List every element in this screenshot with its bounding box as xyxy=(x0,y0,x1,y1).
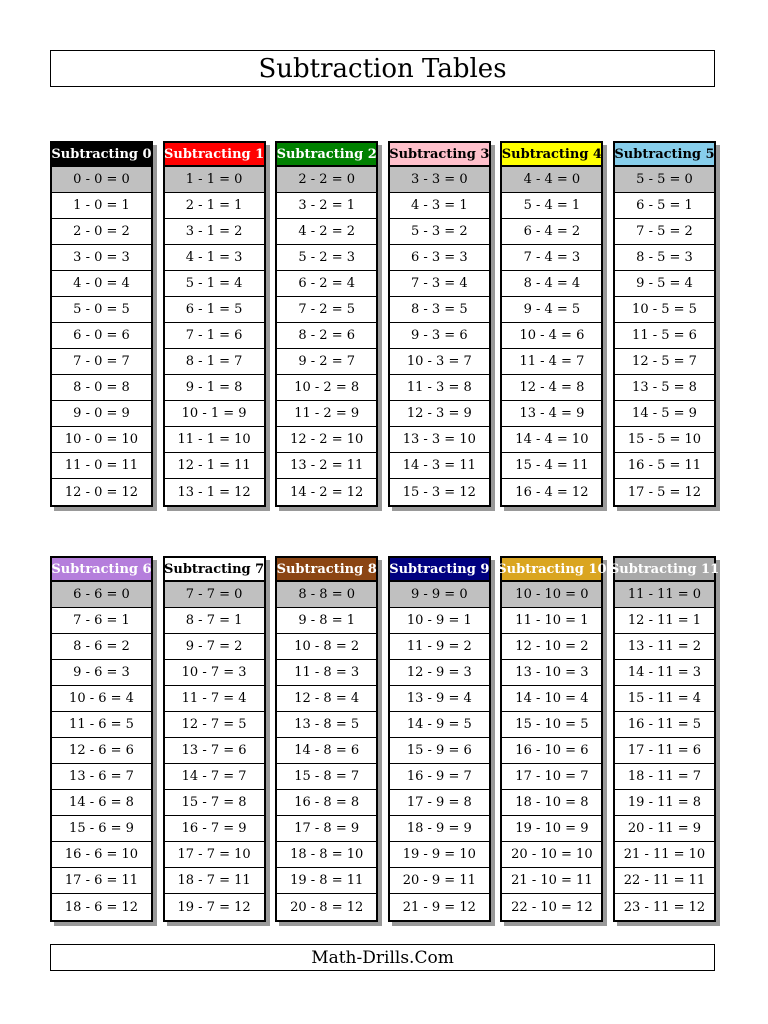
table-row: 5 - 5 = 0 xyxy=(615,167,714,193)
subtraction-table xyxy=(163,556,266,922)
table-row: 13 - 5 = 8 xyxy=(615,375,714,401)
table-row: 3 - 1 = 2 xyxy=(165,219,264,245)
table-row: 10 - 2 = 8 xyxy=(277,375,376,401)
table-row: 9 - 6 = 3 xyxy=(52,660,151,686)
table-row: 20 - 11 = 9 xyxy=(615,816,714,842)
table-row: 6 - 2 = 4 xyxy=(277,271,376,297)
subtraction-table xyxy=(50,141,153,507)
table-row: 16 - 6 = 10 xyxy=(52,842,151,868)
table-row: 13 - 7 = 6 xyxy=(165,738,264,764)
table-row: 14 - 6 = 8 xyxy=(52,790,151,816)
table-row: 7 - 0 = 7 xyxy=(52,349,151,375)
table-row: 18 - 9 = 9 xyxy=(390,816,489,842)
table-row: 13 - 11 = 2 xyxy=(615,634,714,660)
table-row: 4 - 3 = 1 xyxy=(390,193,489,219)
table-row: 16 - 4 = 12 xyxy=(515,484,589,500)
table-row: 17 - 6 = 11 xyxy=(52,868,151,894)
table-row: 21 - 9 = 12 xyxy=(402,899,476,915)
table-header: Subtracting 4 xyxy=(502,143,601,167)
table-row: 8 - 0 = 8 xyxy=(52,375,151,401)
table-row: 16 - 5 = 11 xyxy=(615,453,714,479)
table-row: 11 - 5 = 6 xyxy=(615,323,714,349)
table-row: 12 - 10 = 2 xyxy=(502,634,601,660)
table-row: 5 - 2 = 3 xyxy=(277,245,376,271)
table-row: 20 - 10 = 10 xyxy=(502,842,601,868)
table-row: 10 - 9 = 1 xyxy=(390,608,489,634)
table-row: 18 - 11 = 7 xyxy=(615,764,714,790)
table-row: 17 - 7 = 10 xyxy=(165,842,264,868)
table-row: 11 - 9 = 2 xyxy=(390,634,489,660)
table-row: 21 - 11 = 10 xyxy=(615,842,714,868)
table-row: 22 - 10 = 12 xyxy=(511,899,593,915)
table-row: 14 - 3 = 11 xyxy=(390,453,489,479)
table-row: 11 - 1 = 10 xyxy=(165,427,264,453)
subtraction-table xyxy=(163,141,266,507)
table-row: 14 - 10 = 4 xyxy=(502,686,601,712)
table-row: 13 - 8 = 5 xyxy=(277,712,376,738)
table-row: 8 - 7 = 1 xyxy=(165,608,264,634)
table-row: 4 - 4 = 0 xyxy=(502,167,601,193)
table-row: 5 - 4 = 1 xyxy=(502,193,601,219)
table-row: 6 - 6 = 0 xyxy=(52,582,151,608)
table-row: 11 - 0 = 11 xyxy=(52,453,151,479)
table-row: 10 - 1 = 9 xyxy=(165,401,264,427)
subtraction-table xyxy=(388,141,491,507)
subtraction-table xyxy=(609,556,720,922)
table-row: 12 - 3 = 9 xyxy=(390,401,489,427)
table-row: 11 - 4 = 7 xyxy=(502,349,601,375)
table-row: 13 - 4 = 9 xyxy=(502,401,601,427)
table-row: 9 - 5 = 4 xyxy=(615,271,714,297)
table-row: 15 - 11 = 4 xyxy=(615,686,714,712)
table-row: 7 - 7 = 0 xyxy=(165,582,264,608)
table-row: 10 - 7 = 3 xyxy=(165,660,264,686)
table-header: Subtracting 6 xyxy=(52,558,151,582)
table-row: 8 - 8 = 0 xyxy=(277,582,376,608)
table-row: 12 - 7 = 5 xyxy=(165,712,264,738)
table-row: 13 - 10 = 3 xyxy=(502,660,601,686)
page-title: Subtraction Tables xyxy=(50,50,715,87)
table-row: 12 - 1 = 11 xyxy=(165,453,264,479)
table-row: 14 - 2 = 12 xyxy=(290,484,364,500)
table-row: 15 - 6 = 9 xyxy=(52,816,151,842)
table-header: Subtracting 1 xyxy=(165,143,264,167)
table-row: 1 - 1 = 0 xyxy=(165,167,264,193)
table-row: 9 - 7 = 2 xyxy=(165,634,264,660)
subtraction-table xyxy=(275,556,378,922)
table-header: Subtracting 8 xyxy=(277,558,376,582)
table-row: 3 - 3 = 0 xyxy=(390,167,489,193)
subtraction-table xyxy=(50,556,153,922)
table-row: 6 - 1 = 5 xyxy=(165,297,264,323)
table-row: 8 - 2 = 6 xyxy=(277,323,376,349)
table-row: 5 - 3 = 2 xyxy=(390,219,489,245)
table-row: 11 - 7 = 4 xyxy=(165,686,264,712)
table-row: 13 - 1 = 12 xyxy=(177,484,251,500)
table-row: 15 - 4 = 11 xyxy=(502,453,601,479)
subtraction-table xyxy=(275,141,378,507)
table-row: 14 - 9 = 5 xyxy=(390,712,489,738)
table-row: 7 - 1 = 6 xyxy=(165,323,264,349)
table-header: Subtracting 0 xyxy=(52,143,151,167)
table-row: 12 - 2 = 10 xyxy=(277,427,376,453)
table-row: 18 - 7 = 11 xyxy=(165,868,264,894)
table-row: 6 - 4 = 2 xyxy=(502,219,601,245)
table-row: 10 - 10 = 0 xyxy=(502,582,601,608)
table-header: Subtracting 3 xyxy=(390,143,489,167)
footer-site-name: Math-Drills.Com xyxy=(50,944,715,971)
table-row: 17 - 11 = 6 xyxy=(615,738,714,764)
table-row: 8 - 5 = 3 xyxy=(615,245,714,271)
subtraction-table xyxy=(613,141,716,507)
table-row: 20 - 8 = 12 xyxy=(290,899,364,915)
table-header: Subtracting 9 xyxy=(390,558,489,582)
table-row: 18 - 8 = 10 xyxy=(277,842,376,868)
table-row: 19 - 7 = 12 xyxy=(177,899,251,915)
table-row: 7 - 4 = 3 xyxy=(502,245,601,271)
table-row: 12 - 5 = 7 xyxy=(615,349,714,375)
table-row: 17 - 10 = 7 xyxy=(502,764,601,790)
table-row: 15 - 3 = 12 xyxy=(402,484,476,500)
table-row: 16 - 10 = 6 xyxy=(502,738,601,764)
table-row: 14 - 11 = 3 xyxy=(615,660,714,686)
table-row: 12 - 11 = 1 xyxy=(615,608,714,634)
table-row: 9 - 3 = 6 xyxy=(390,323,489,349)
table-row: 9 - 1 = 8 xyxy=(165,375,264,401)
table-header: Subtracting 10 xyxy=(502,558,601,582)
table-row: 14 - 8 = 6 xyxy=(277,738,376,764)
table-row: 13 - 6 = 7 xyxy=(52,764,151,790)
table-row: 11 - 11 = 0 xyxy=(615,582,714,608)
table-row: 12 - 4 = 8 xyxy=(502,375,601,401)
table-row: 11 - 6 = 5 xyxy=(52,712,151,738)
table-header: Subtracting 7 xyxy=(165,558,264,582)
table-row: 18 - 10 = 8 xyxy=(502,790,601,816)
table-row: 11 - 8 = 3 xyxy=(277,660,376,686)
table-row: 16 - 11 = 5 xyxy=(615,712,714,738)
table-row: 19 - 9 = 10 xyxy=(390,842,489,868)
table-row: 19 - 10 = 9 xyxy=(502,816,601,842)
table-row: 17 - 8 = 9 xyxy=(277,816,376,842)
table-row: 9 - 2 = 7 xyxy=(277,349,376,375)
table-row: 16 - 9 = 7 xyxy=(390,764,489,790)
table-row: 10 - 0 = 10 xyxy=(52,427,151,453)
table-row: 11 - 10 = 1 xyxy=(502,608,601,634)
table-row: 5 - 1 = 4 xyxy=(165,271,264,297)
table-header: Subtracting 5 xyxy=(615,143,714,167)
table-row: 3 - 2 = 1 xyxy=(277,193,376,219)
table-row: 10 - 8 = 2 xyxy=(277,634,376,660)
table-row: 18 - 6 = 12 xyxy=(64,899,139,915)
table-row: 12 - 0 = 12 xyxy=(64,484,139,500)
table-row: 1 - 0 = 1 xyxy=(52,193,151,219)
table-row: 4 - 0 = 4 xyxy=(52,271,151,297)
table-row: 9 - 8 = 1 xyxy=(277,608,376,634)
table-row: 15 - 5 = 10 xyxy=(615,427,714,453)
table-row: 19 - 11 = 8 xyxy=(615,790,714,816)
table-header: Subtracting 11 xyxy=(615,558,714,582)
table-row: 6 - 0 = 6 xyxy=(52,323,151,349)
table-row: 12 - 9 = 3 xyxy=(390,660,489,686)
table-row: 22 - 11 = 11 xyxy=(615,868,714,894)
table-row: 13 - 2 = 11 xyxy=(277,453,376,479)
table-row: 0 - 0 = 0 xyxy=(52,167,151,193)
table-header: Subtracting 2 xyxy=(277,143,376,167)
table-row: 5 - 0 = 5 xyxy=(52,297,151,323)
subtraction-table xyxy=(500,141,603,507)
table-row: 15 - 7 = 8 xyxy=(165,790,264,816)
table-row: 9 - 0 = 9 xyxy=(52,401,151,427)
table-row: 8 - 4 = 4 xyxy=(502,271,601,297)
table-row: 6 - 3 = 3 xyxy=(390,245,489,271)
table-row: 2 - 0 = 2 xyxy=(52,219,151,245)
table-row: 8 - 1 = 7 xyxy=(165,349,264,375)
table-row: 10 - 6 = 4 xyxy=(52,686,151,712)
table-row: 6 - 5 = 1 xyxy=(615,193,714,219)
table-row: 15 - 9 = 6 xyxy=(390,738,489,764)
table-row: 21 - 10 = 11 xyxy=(502,868,601,894)
table-row: 4 - 1 = 3 xyxy=(165,245,264,271)
table-row: 23 - 11 = 12 xyxy=(623,899,706,915)
table-row: 7 - 3 = 4 xyxy=(390,271,489,297)
table-row: 3 - 0 = 3 xyxy=(52,245,151,271)
table-row: 2 - 2 = 0 xyxy=(277,167,376,193)
table-row: 20 - 9 = 11 xyxy=(390,868,489,894)
table-row: 13 - 9 = 4 xyxy=(390,686,489,712)
table-row: 9 - 9 = 0 xyxy=(390,582,489,608)
table-row: 12 - 6 = 6 xyxy=(52,738,151,764)
table-row: 10 - 3 = 7 xyxy=(390,349,489,375)
table-row: 8 - 3 = 5 xyxy=(390,297,489,323)
table-row: 7 - 2 = 5 xyxy=(277,297,376,323)
table-row: 16 - 8 = 8 xyxy=(277,790,376,816)
table-row: 12 - 8 = 4 xyxy=(277,686,376,712)
table-row: 9 - 4 = 5 xyxy=(502,297,601,323)
table-row: 7 - 6 = 1 xyxy=(52,608,151,634)
table-row: 14 - 5 = 9 xyxy=(615,401,714,427)
table-row: 14 - 4 = 10 xyxy=(502,427,601,453)
table-row: 13 - 3 = 10 xyxy=(390,427,489,453)
table-row: 11 - 3 = 8 xyxy=(390,375,489,401)
table-row: 10 - 5 = 5 xyxy=(615,297,714,323)
table-row: 14 - 7 = 7 xyxy=(165,764,264,790)
table-row: 19 - 8 = 11 xyxy=(277,868,376,894)
table-row: 2 - 1 = 1 xyxy=(165,193,264,219)
table-row: 15 - 8 = 7 xyxy=(277,764,376,790)
table-row: 16 - 7 = 9 xyxy=(165,816,264,842)
table-row: 10 - 4 = 6 xyxy=(502,323,601,349)
table-row: 11 - 2 = 9 xyxy=(277,401,376,427)
table-row: 17 - 5 = 12 xyxy=(627,484,702,500)
subtraction-table xyxy=(497,556,607,922)
table-row: 4 - 2 = 2 xyxy=(277,219,376,245)
table-row: 8 - 6 = 2 xyxy=(52,634,151,660)
subtraction-table xyxy=(388,556,491,922)
table-row: 7 - 5 = 2 xyxy=(615,219,714,245)
table-row: 17 - 9 = 8 xyxy=(390,790,489,816)
table-row: 15 - 10 = 5 xyxy=(502,712,601,738)
